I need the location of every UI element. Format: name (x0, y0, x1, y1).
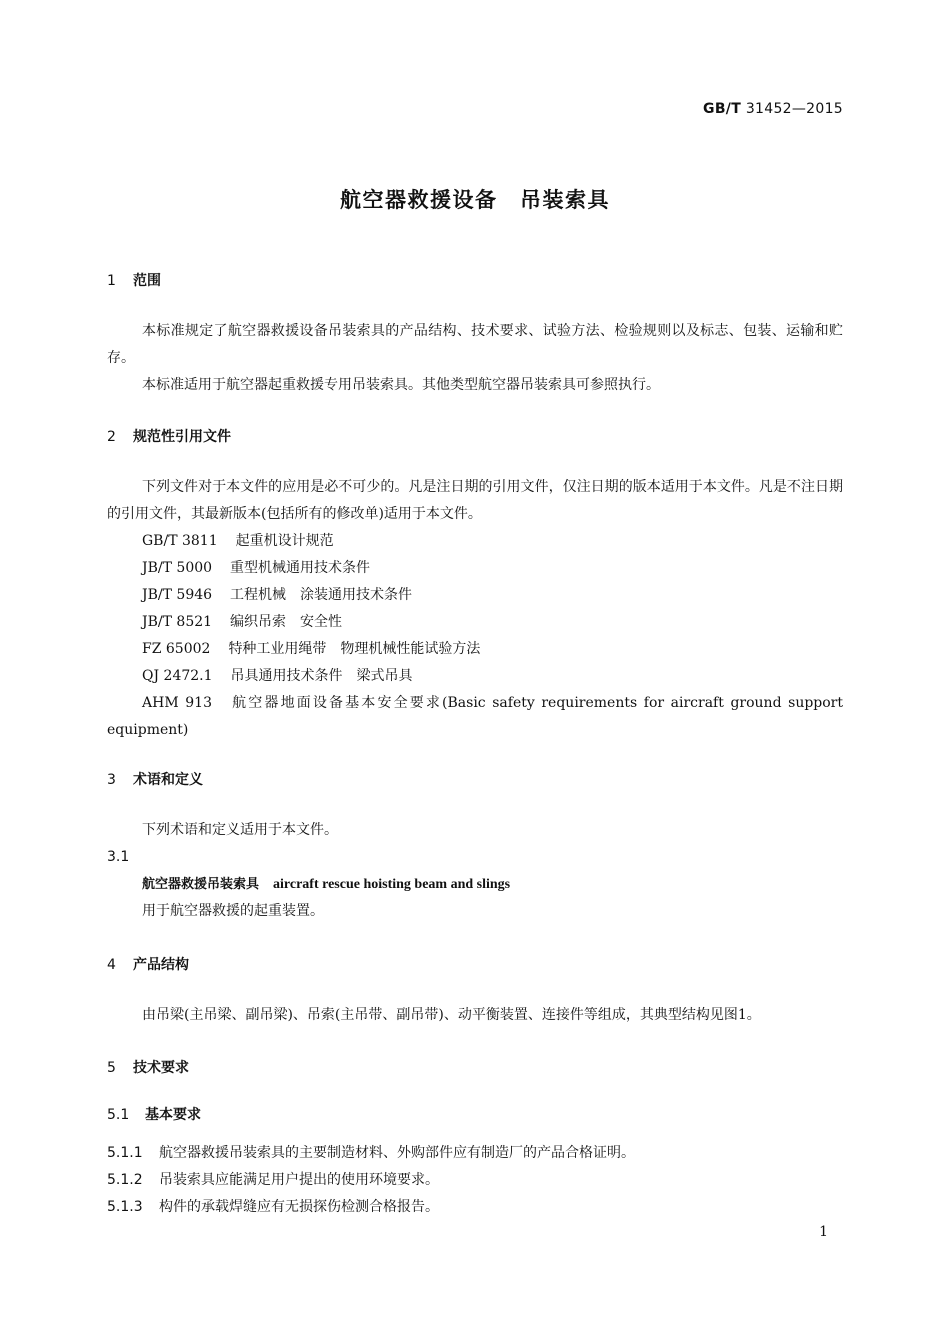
section-5-1-body (107, 1140, 843, 1221)
section-number: 4 (107, 957, 116, 973)
term-name-cn: 航空器救援吊装索具 (142, 877, 260, 892)
reference-code: FZ 65002 (142, 641, 211, 657)
section-title: 范围 (133, 273, 161, 289)
term-name (107, 871, 843, 898)
subsection-number: 5.1 (107, 1107, 130, 1123)
section-1-body (107, 318, 843, 399)
reference-title: 航空器地面设备基本安全要求(Basic safety requirements for aircraft ground support equipment) (107, 695, 844, 738)
page-number: 1 (819, 1224, 828, 1240)
reference-item (107, 582, 843, 609)
section-number: 3 (107, 772, 116, 788)
section-title: 规范性引用文件 (133, 429, 231, 445)
paragraph: 下列文件对于本文件的应用是必不可少的。凡是注日期的引用文件，仅注日期的版本适用于本文件。凡是不注日期的引用文件，其最新版本(包括所有的修改单)适用于本文件。 (107, 479, 843, 522)
term-name-en: aircraft rescue hoisting beam and slings (273, 877, 511, 892)
reference-title: 重型机械通用技术条件 (230, 560, 371, 576)
reference-item (107, 528, 843, 555)
standard-code (703, 101, 843, 117)
standard-number: 31452—2015 (745, 101, 843, 117)
reference-title: 特种工业用绳带 物理机械性能试验方法 (228, 641, 481, 657)
paragraph: 本标准适用于航空器起重救援专用吊装索具。其他类型航空器吊装索具可参照执行。 (142, 377, 660, 393)
reference-item (107, 663, 843, 690)
reference-item (107, 555, 843, 582)
clause-number: 5.1.1 (107, 1145, 143, 1161)
reference-code: JB/T 5000 (142, 560, 213, 576)
clause-text: 构件的承载焊缝应有无损探伤检测合格报告。 (159, 1199, 439, 1215)
clause-item (107, 1194, 843, 1221)
reference-title: 编织吊索 安全性 (230, 614, 343, 630)
reference-item (107, 636, 843, 663)
section-title: 术语和定义 (133, 772, 203, 788)
paragraph: 下列术语和定义适用于本文件。 (142, 822, 338, 838)
standard-prefix: GB/T (703, 101, 742, 117)
section-5-heading (107, 1055, 843, 1082)
section-3-body (107, 817, 843, 925)
clause-item (107, 1167, 843, 1194)
reference-title: 工程机械 涂装通用技术条件 (230, 587, 413, 603)
term-definition: 用于航空器救援的起重装置。 (142, 903, 324, 919)
document-title: 航空器救援设备 吊装索具 (340, 188, 610, 212)
reference-code: QJ 2472.1 (142, 668, 213, 684)
section-2-body (107, 474, 843, 744)
paragraph: 本标准规定了航空器救援设备吊装索具的产品结构、技术要求、试验方法、检验规则以及标志、包装、运输和贮存。 (107, 323, 843, 366)
subsection-title: 基本要求 (145, 1107, 201, 1123)
reference-code: JB/T 5946 (142, 587, 213, 603)
section-number: 1 (107, 273, 116, 289)
reference-code: AHM 913 (142, 695, 212, 711)
clause-item (107, 1140, 843, 1167)
section-title: 产品结构 (133, 957, 189, 973)
clause-number: 5.1.3 (107, 1199, 143, 1215)
paragraph: 由吊梁(主吊梁、副吊梁)、吊索(主吊带、副吊带)、动平衡装置、连接件等组成，其典型结构见图1。 (142, 1007, 761, 1023)
reference-code: GB/T 3811 (142, 533, 218, 549)
section-3-heading (107, 767, 843, 794)
section-1-heading (107, 268, 843, 295)
reference-code: JB/T 8521 (142, 614, 213, 630)
section-2-heading (107, 424, 843, 451)
clause-text: 吊装索具应能满足用户提出的使用环境要求。 (159, 1172, 439, 1188)
section-number: 5 (107, 1060, 116, 1076)
reference-item (107, 609, 843, 636)
section-title: 技术要求 (133, 1060, 189, 1076)
reference-title: 起重机设计规范 (235, 533, 334, 549)
section-4-body (107, 1002, 843, 1029)
clause-number: 5.1.2 (107, 1172, 143, 1188)
section-4-heading (107, 952, 843, 979)
term-number: 3.1 (107, 849, 130, 865)
clause-text: 航空器救援吊装索具的主要制造材料、外购部件应有制造厂的产品合格证明。 (159, 1145, 635, 1161)
reference-item (107, 690, 843, 744)
section-5-1-heading (107, 1102, 843, 1129)
section-number: 2 (107, 429, 116, 445)
reference-title: 吊具通用技术条件 梁式吊具 (230, 668, 413, 684)
